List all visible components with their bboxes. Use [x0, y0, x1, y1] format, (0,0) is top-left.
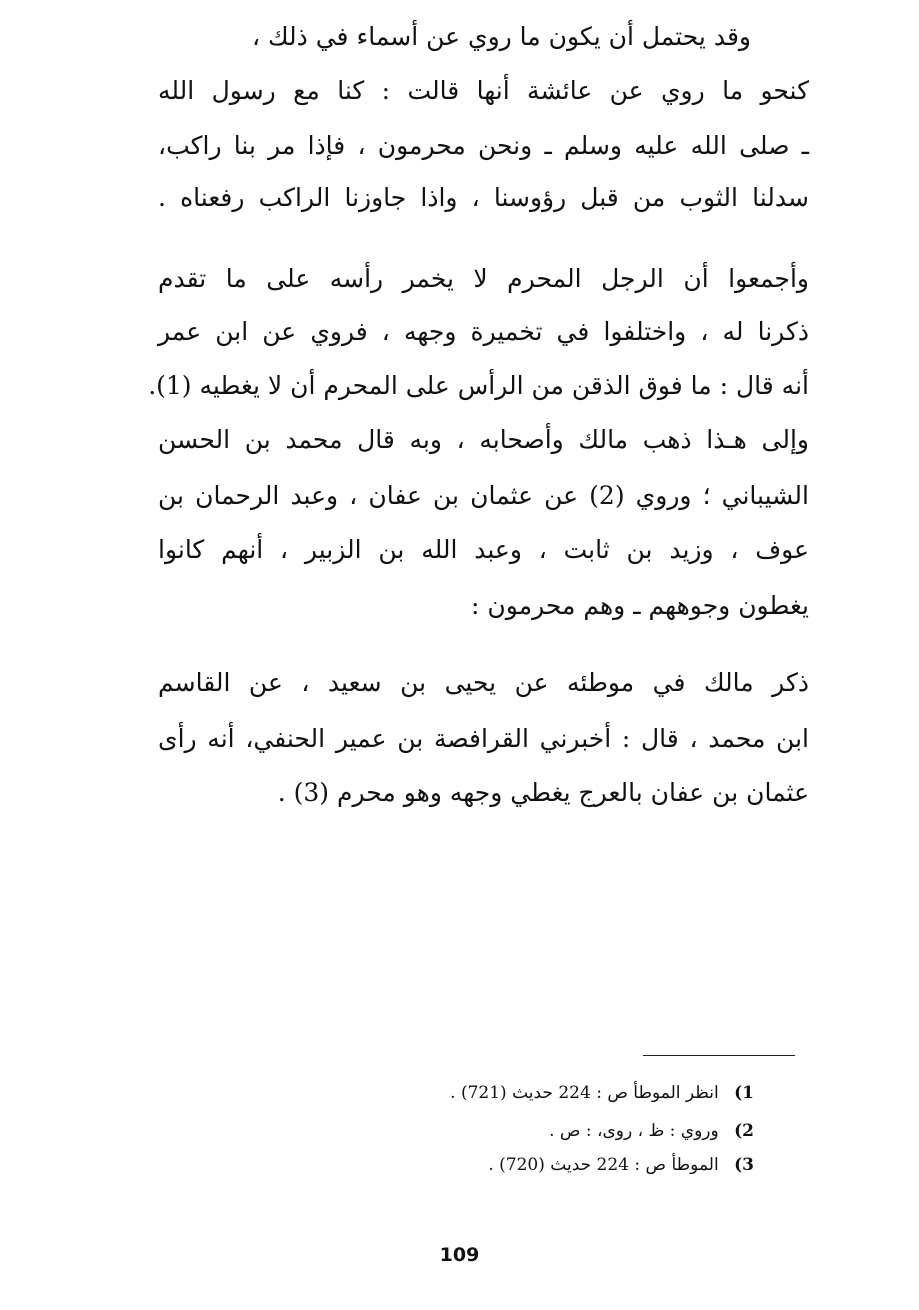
text-line: يغطون وجوههم ـ وهم محرمون :: [471, 591, 809, 620]
text-line: ذكرنا له ، واختلفوا في تخميرة وجهه ، فروي عن ابن عمر: [158, 317, 809, 346]
footnote-text: الموطأ ص : 224 حديث (720) .: [488, 1155, 719, 1175]
text-line: وأجمعوا أن الرجل المحرم لا يخمر رأسه على ما تقدم: [158, 264, 809, 293]
text-line: ابن محمد ، قال : أخبرني القرافصة بن عمير الحنفي، أنه رأى: [158, 724, 809, 753]
page-number: 109: [439, 1244, 480, 1266]
text-line: عوف ، وزيد بن ثابت ، وعبد الله بن الزبير ، أنهم كانوا: [158, 535, 809, 564]
text-line: وإلى هـذا ذهب مالك وأصحابه ، وبه قال محمد بن الحسن: [158, 425, 809, 454]
text-line: عثمان بن عفان بالعرج يغطي وجهه وهو محرم (3) .: [277, 778, 809, 807]
text-line: سدلنا الثوب من قبل رؤوسنا ، واذا جاوزنا الراكب رفعناه .: [158, 183, 809, 212]
footnote: [450, 1080, 754, 1106]
footnote-text: انظر الموطأ ص : 224 حديث (721) .: [450, 1083, 719, 1103]
footnote-number: 1): [734, 1083, 754, 1103]
footnote-text: وروي : ظ ، روى، : ص .: [549, 1121, 719, 1141]
footnote: [549, 1118, 754, 1144]
footnote: [488, 1152, 754, 1178]
footnote-number: 2): [734, 1121, 754, 1141]
text-line: ـ صلى الله عليه وسلم ـ ونحن محرمون ، فإذا مر بنا راكب،: [158, 131, 809, 160]
footnote-number: 3): [734, 1155, 754, 1175]
text-line: الشيباني ؛ وروي (2) عن عثمان بن عفان ، وعبد الرحمان بن: [158, 481, 809, 510]
text-line: وقد يحتمل أن يكون ما روي عن أسماء في ذلك ،: [251, 22, 751, 51]
footnote-separator: [643, 1055, 795, 1056]
text-line: أنه قال : ما فوق الذقن من الرأس على المحرم أن لا يغطيه (1).: [148, 371, 809, 400]
text-line: كنحو ما روي عن عائشة أنها قالت : كنا مع رسول الله: [158, 76, 809, 105]
text-line: ذكر مالك في موطئه عن يحيى بن سعيد ، عن القاسم: [158, 668, 809, 697]
